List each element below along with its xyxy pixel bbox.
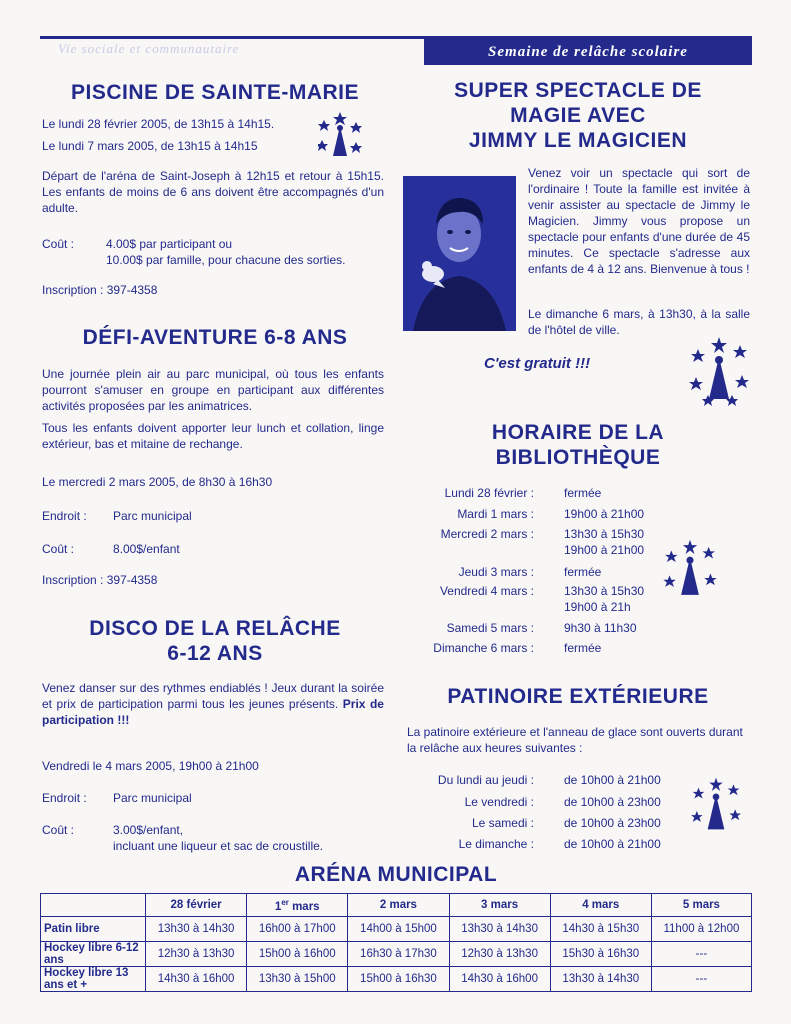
- piscine-cout-1: 4.00$ par participant ou: [106, 237, 233, 251]
- star-wizard-icon: [318, 110, 362, 160]
- biblio-hours-3: fermée: [564, 565, 602, 579]
- biblio-day-4: Vendredi 4 mars :: [439, 584, 534, 598]
- table-cell: 13h30 à 14h30: [550, 967, 651, 992]
- biblio-hours-4b: 19h00 à 21h: [564, 600, 631, 614]
- biblio-hours-4a: 13h30 à 15h30: [564, 584, 645, 598]
- bibliotheque-title-2: BIBLIOTHÈQUE: [495, 446, 661, 469]
- row-label: Hockey libre 13 ans et +: [41, 967, 146, 992]
- patinoire-hours-1: de 10h00 à 23h00: [564, 795, 661, 809]
- spectacle-title-3: JIMMY LE MAGICIEN: [468, 129, 688, 152]
- col-header-1-mars: [247, 894, 348, 917]
- biblio-day-5: Samedi 5 mars :: [446, 621, 534, 635]
- col-header-4-mars: 4 mars: [550, 894, 651, 917]
- patinoire-hours-2: de 10h00 à 23h00: [564, 816, 661, 830]
- spectacle-title-2: MAGIE AVEC: [510, 104, 646, 127]
- biblio-day-3: Jeudi 3 mars :: [458, 565, 534, 579]
- patinoire-day-3: Le dimanche :: [458, 837, 534, 851]
- star-wizard-icon: [690, 776, 742, 836]
- row-label: Patin libre: [41, 917, 146, 942]
- biblio-day-0: Lundi 28 février :: [444, 486, 534, 500]
- biblio-day-6: Dimanche 6 mars :: [433, 641, 534, 655]
- table-row: [41, 967, 752, 992]
- table-header-row: [41, 894, 752, 917]
- spectacle-gratuit: C'est gratuit !!!: [484, 355, 591, 372]
- disco-title-1: DISCO DE LA RELÂCHE: [89, 617, 341, 640]
- piscine-title: PISCINE DE SAINTE-MARIE: [70, 81, 360, 104]
- patinoire-day-2: Le samedi :: [471, 816, 534, 830]
- disco-cout-2: incluant une liqueur et sac de croustille.: [113, 839, 324, 853]
- piscine-cout-label: Coût :: [42, 237, 75, 251]
- col-header-3-mars: 3 mars: [449, 894, 550, 917]
- disco-prix: Prix de participation !!!: [42, 697, 384, 727]
- faded-section-header: Vie sociale et communautaire: [58, 41, 240, 56]
- table-cell: 11h00 à 12h00: [651, 917, 751, 942]
- table-cell: 14h30 à 15h30: [550, 917, 651, 942]
- disco-cout-label: Coût :: [42, 823, 75, 837]
- biblio-hours-0: fermée: [564, 486, 602, 500]
- row-label: Hockey libre 6-12 ans: [41, 942, 146, 967]
- disco-endroit-label: Endroit :: [42, 791, 87, 805]
- table-row: [41, 917, 752, 942]
- magician-photo: [403, 176, 516, 331]
- patinoire-hours-0: de 10h00 à 21h00: [564, 773, 661, 787]
- patinoire-title: PATINOIRE EXTÉRIEURE: [447, 685, 709, 708]
- star-wizard-icon: [662, 538, 718, 602]
- defi-desc: Une journée plein air au parc municipal, où tous les enfants pourront s'amuser en groupe en participant aux différentes activités proposées par les animatrices.: [42, 367, 384, 413]
- col-header-28-fevrier: 28 février: [146, 894, 247, 917]
- biblio-hours-2a: 13h30 à 15h30: [564, 527, 645, 541]
- table-cell: 14h00 à 15h00: [348, 917, 449, 942]
- piscine-depart: Départ de l'aréna de Saint-Joseph à 12h15 et retour à 15h15. Les enfants de moins de 6 ans doivent être accompagnés d'un adulte.: [42, 169, 384, 215]
- table-cell: ---: [651, 942, 751, 967]
- table-cell: 14h30 à 16h00: [146, 967, 247, 992]
- table-cell: ---: [651, 967, 751, 992]
- defi-date: Le mercredi 2 mars 2005, de 8h30 à 16h30: [42, 475, 273, 489]
- disco-endroit: Parc municipal: [113, 791, 192, 805]
- piscine-cout-2: 10.00$ par famille, pour chacune des sorties.: [106, 253, 346, 267]
- table-cell: 13h30 à 15h00: [247, 967, 348, 992]
- defi-apporter: Tous les enfants doivent apporter leur lunch et collation, linge extérieur, bas et mitaine de rechange.: [42, 421, 384, 451]
- star-wizard-icon: [688, 335, 750, 407]
- spectacle-title-1: SUPER SPECTACLE DE: [454, 79, 702, 102]
- piscine-date-2: Le lundi 7 mars 2005, de 13h15 à 14h15: [42, 139, 258, 153]
- disco-title-2: 6-12 ANS: [167, 642, 263, 665]
- defi-title: DÉFI-AVENTURE 6-8 ANS: [82, 326, 348, 349]
- table-cell: 13h30 à 14h30: [146, 917, 247, 942]
- biblio-hours-6: fermée: [564, 641, 602, 655]
- biblio-hours-2b: 19h00 à 21h00: [564, 543, 645, 557]
- biblio-day-2: Mercredi 2 mars :: [440, 527, 534, 541]
- biblio-hours-1: 19h00 à 21h00: [564, 507, 645, 521]
- table-cell: 13h30 à 14h30: [449, 917, 550, 942]
- arena-title: ARÉNA MUNICIPAL: [294, 863, 498, 886]
- disco-desc: [42, 680, 384, 728]
- piscine-date-1: Le lundi 28 février 2005, de 13h15 à 14h15.: [42, 117, 275, 131]
- table-row: [41, 942, 752, 967]
- col-header-1-text: mars: [288, 900, 320, 913]
- disco-date: Vendredi le 4 mars 2005, 19h00 à 21h00: [42, 759, 259, 773]
- col-header-1-sup: er: [281, 897, 289, 907]
- defi-endroit-label: Endroit :: [42, 509, 87, 523]
- col-header-5-mars: 5 mars: [651, 894, 751, 917]
- defi-endroit: Parc municipal: [113, 509, 192, 523]
- table-cell: 15h00 à 16h30: [348, 967, 449, 992]
- col-header-2-mars: 2 mars: [348, 894, 449, 917]
- defi-cout: 8.00$/enfant: [113, 542, 180, 556]
- magician-portrait-icon: [403, 176, 516, 331]
- col-header-1-num: 1: [274, 900, 282, 913]
- biblio-day-1: Mardi 1 mars :: [457, 507, 534, 521]
- table-cell: 16h30 à 17h30: [348, 942, 449, 967]
- arena-schedule-table: [40, 893, 752, 992]
- patinoire-hours-3: de 10h00 à 21h00: [564, 837, 661, 851]
- table-cell: 12h30 à 13h30: [146, 942, 247, 967]
- disco-cout-1: 3.00$/enfant,: [113, 823, 184, 837]
- table-cell: 15h30 à 16h30: [550, 942, 651, 967]
- table-corner: [41, 894, 146, 917]
- bibliotheque-title-1: HORAIRE DE LA: [491, 421, 665, 444]
- patinoire-day-1: Le vendredi :: [464, 795, 534, 809]
- spectacle-date: Le dimanche 6 mars, à 13h30, à la salle de l'hôtel de ville.: [528, 307, 750, 337]
- spectacle-desc: Venez voir un spectacle qui sort de l'ordinaire ! Toute la famille est invitée à venir assister au spectacle de Jimmy le Magicien. Jimmy vous propose un spectacle pour enfants d'une durée de 45 minutes. Ce spectacle s'adresse aux enfants de 4 à 12 ans. Bienvenue à tous !: [528, 166, 750, 276]
- defi-inscription: Inscription : 397-4358: [42, 573, 158, 587]
- section-banner: Semaine de relâche scolaire: [424, 39, 752, 65]
- table-cell: 12h30 à 13h30: [449, 942, 550, 967]
- patinoire-day-0: Du lundi au jeudi :: [437, 773, 534, 787]
- table-cell: 16h00 à 17h00: [247, 917, 348, 942]
- disco-desc-text: Venez danser sur des rythmes endiablés ! Jeux durant la soirée et prix de participation parmi tous les jeunes présents.: [42, 681, 384, 711]
- defi-cout-label: Coût :: [42, 542, 75, 556]
- patinoire-desc: La patinoire extérieure et l'anneau de glace sont ouverts durant la relâche aux heures suivantes :: [407, 725, 743, 755]
- piscine-inscription: Inscription : 397-4358: [42, 283, 158, 297]
- table-cell: 14h30 à 16h00: [449, 967, 550, 992]
- table-cell: 15h00 à 16h00: [247, 942, 348, 967]
- biblio-hours-5: 9h30 à 11h30: [564, 621, 637, 635]
